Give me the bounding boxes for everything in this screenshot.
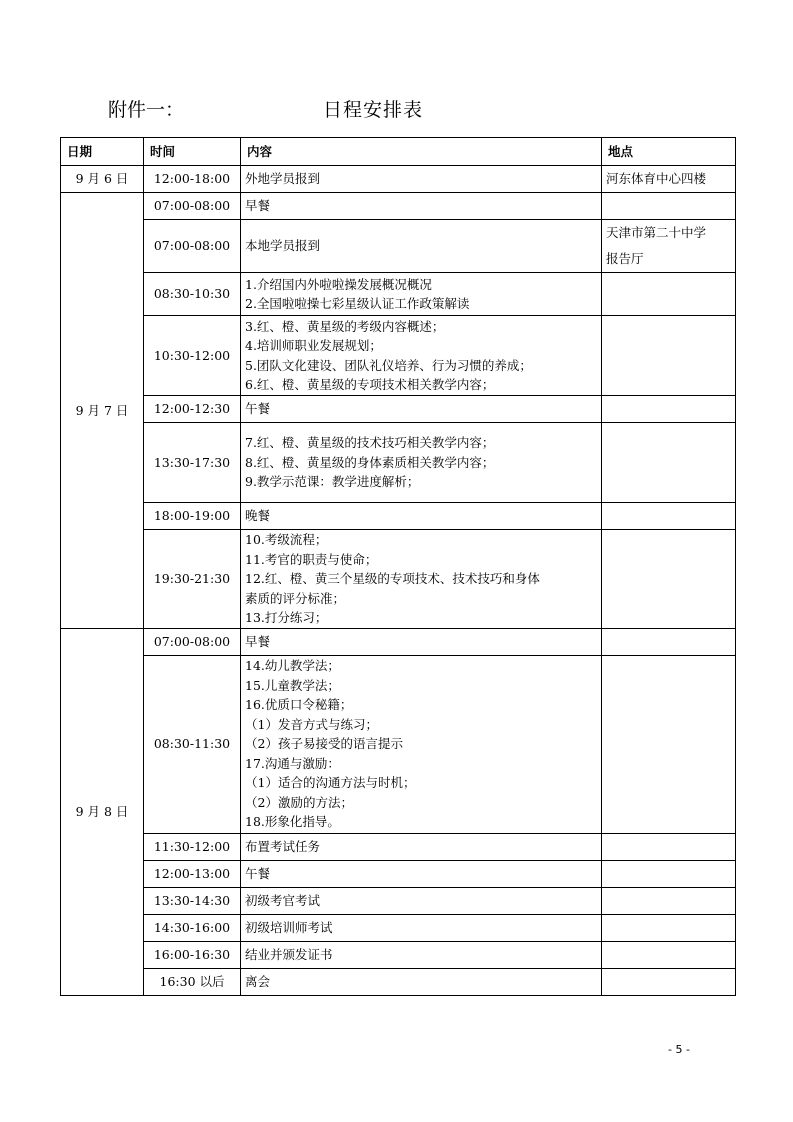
table-row xyxy=(61,396,736,423)
header-time: 时间 xyxy=(144,138,241,166)
content-line: 初级考官考试 xyxy=(245,892,321,908)
content-line: 8.红、橙、黄星级的身体素质相关教学内容； xyxy=(245,454,495,470)
content-line: 午餐 xyxy=(245,865,271,881)
content-cell xyxy=(241,193,602,220)
content-line: 布置考试任务 xyxy=(245,838,321,854)
content-line: 结业并颁发证书 xyxy=(245,946,333,962)
table-row xyxy=(61,628,736,655)
location-cell xyxy=(602,860,736,887)
time-cell: 16:30 以后 xyxy=(144,968,241,995)
page-heading xyxy=(0,95,793,125)
table-row xyxy=(61,860,736,887)
content-line: 5.团队文化建设、团队礼仪培养、行为习惯的养成； xyxy=(245,357,532,373)
time-cell: 07:00-08:00 xyxy=(144,193,241,220)
table-row xyxy=(61,193,736,220)
content-cell xyxy=(241,914,602,941)
content-line: （2）孩子易接受的语言提示 xyxy=(245,736,403,752)
location-cell xyxy=(602,628,736,655)
content-line: 晚餐 xyxy=(245,508,271,524)
content-line: 3.红、橙、黄星级的考级内容概述； xyxy=(245,318,445,334)
location-cell xyxy=(602,423,736,503)
time-cell: 13:30-14:30 xyxy=(144,887,241,914)
time-cell: 13:30-17:30 xyxy=(144,423,241,503)
content-line: 外地学员报到 xyxy=(245,171,321,187)
schedule-table xyxy=(60,137,736,996)
schedule-body xyxy=(61,166,736,996)
time-cell: 11:30-12:00 xyxy=(144,833,241,860)
page-title: 日程安排表 xyxy=(323,99,424,121)
page-number: - 5 - xyxy=(668,1043,690,1056)
content-line: 本地学员报到 xyxy=(245,238,321,254)
content-cell xyxy=(241,968,602,995)
date-cell: 9 月 7 日 xyxy=(61,193,144,629)
content-cell xyxy=(241,833,602,860)
location-cell xyxy=(602,530,736,629)
content-line: 初级培训师考试 xyxy=(245,919,333,935)
table-row xyxy=(61,316,736,396)
content-line: 早餐 xyxy=(245,633,271,649)
location-cell xyxy=(602,655,736,833)
table-row xyxy=(61,423,736,503)
location-cell xyxy=(602,220,736,273)
date-cell: 9 月 8 日 xyxy=(61,628,144,995)
time-cell: 19:30-21:30 xyxy=(144,530,241,629)
table-row xyxy=(61,968,736,995)
time-cell: 10:30-12:00 xyxy=(144,316,241,396)
location-cell xyxy=(602,273,736,316)
content-line: 素质的评分标准； xyxy=(245,590,346,606)
table-row xyxy=(61,273,736,316)
header-date: 日期 xyxy=(61,138,144,166)
content-line: 7.红、橙、黄星级的技术技巧相关教学内容； xyxy=(245,435,495,451)
date-cell: 9 月 6 日 xyxy=(61,166,144,193)
header-content: 内容 xyxy=(241,138,602,166)
content-cell xyxy=(241,530,602,629)
content-line: 午餐 xyxy=(245,401,271,417)
time-cell: 08:30-11:30 xyxy=(144,655,241,833)
header-location: 地点 xyxy=(602,138,736,166)
table-row xyxy=(61,914,736,941)
location-cell xyxy=(602,941,736,968)
location-cell xyxy=(602,503,736,530)
time-cell: 07:00-08:00 xyxy=(144,220,241,273)
content-line: 12.红、橙、黄三个星级的专项技术、技术技巧和身体 xyxy=(245,571,540,586)
content-line: 13.打分练习； xyxy=(245,610,328,625)
time-cell: 08:30-10:30 xyxy=(144,273,241,316)
location-cell xyxy=(602,316,736,396)
table-header-row xyxy=(61,138,736,166)
table-row xyxy=(61,530,736,629)
location-cell xyxy=(602,968,736,995)
content-line: （2）激励的方法； xyxy=(245,794,353,810)
content-line: （1）适合的沟通方法与时机； xyxy=(245,775,416,791)
table-row xyxy=(61,833,736,860)
content-line: （1）发音方式与练习； xyxy=(245,716,378,732)
attachment-label: 附件一： xyxy=(108,99,185,121)
location-cell xyxy=(602,396,736,423)
content-cell xyxy=(241,316,602,396)
content-cell xyxy=(241,860,602,887)
content-cell xyxy=(241,166,602,193)
content-line: 4.培训师职业发展规划； xyxy=(245,338,382,353)
content-cell xyxy=(241,503,602,530)
time-cell: 12:00-12:30 xyxy=(144,396,241,423)
content-line: 17.沟通与激励： xyxy=(245,755,340,771)
table-row xyxy=(61,887,736,914)
location-line: 河东体育中心四楼 xyxy=(606,171,707,186)
time-cell: 16:00-16:30 xyxy=(144,941,241,968)
location-cell xyxy=(602,833,736,860)
table-row xyxy=(61,220,736,273)
content-line: 早餐 xyxy=(245,198,271,214)
table-row xyxy=(61,503,736,530)
location-cell xyxy=(602,166,736,193)
content-line: 2.全国啦啦操七彩星级认证工作政策解读 xyxy=(245,296,470,311)
table-row xyxy=(61,941,736,968)
time-cell: 18:00-19:00 xyxy=(144,503,241,530)
content-line: 10.考级流程； xyxy=(245,532,328,547)
content-line: 离会 xyxy=(245,973,271,989)
content-cell xyxy=(241,628,602,655)
content-cell xyxy=(241,887,602,914)
content-line: 1.介绍国内外啦啦操发展概况概况 xyxy=(245,276,432,292)
content-line: 9.教学示范课：教学进度解析； xyxy=(245,474,420,490)
content-cell xyxy=(241,655,602,833)
location-cell xyxy=(602,887,736,914)
table-row xyxy=(61,655,736,833)
content-cell xyxy=(241,220,602,273)
time-cell: 12:00-13:00 xyxy=(144,860,241,887)
table-row xyxy=(61,166,736,193)
time-cell: 12:00-18:00 xyxy=(144,166,241,193)
content-cell xyxy=(241,941,602,968)
content-line: 18.形象化指导。 xyxy=(245,814,340,830)
content-cell xyxy=(241,423,602,503)
location-cell xyxy=(602,193,736,220)
content-cell xyxy=(241,396,602,423)
location-line: 天津市第二十中学 xyxy=(606,225,707,240)
content-line: 14.幼儿教学法； xyxy=(245,658,340,674)
time-cell: 14:30-16:00 xyxy=(144,914,241,941)
content-cell xyxy=(241,273,602,316)
content-line: 11.考官的职责与使命； xyxy=(245,551,378,567)
location-line: 报告厅 xyxy=(606,251,644,266)
content-line: 16.优质口令秘籍； xyxy=(245,697,353,713)
location-cell xyxy=(602,914,736,941)
time-cell: 07:00-08:00 xyxy=(144,628,241,655)
content-line: 6.红、橙、黄星级的专项技术相关教学内容； xyxy=(245,377,495,392)
content-line: 15.儿童教学法； xyxy=(245,677,340,693)
